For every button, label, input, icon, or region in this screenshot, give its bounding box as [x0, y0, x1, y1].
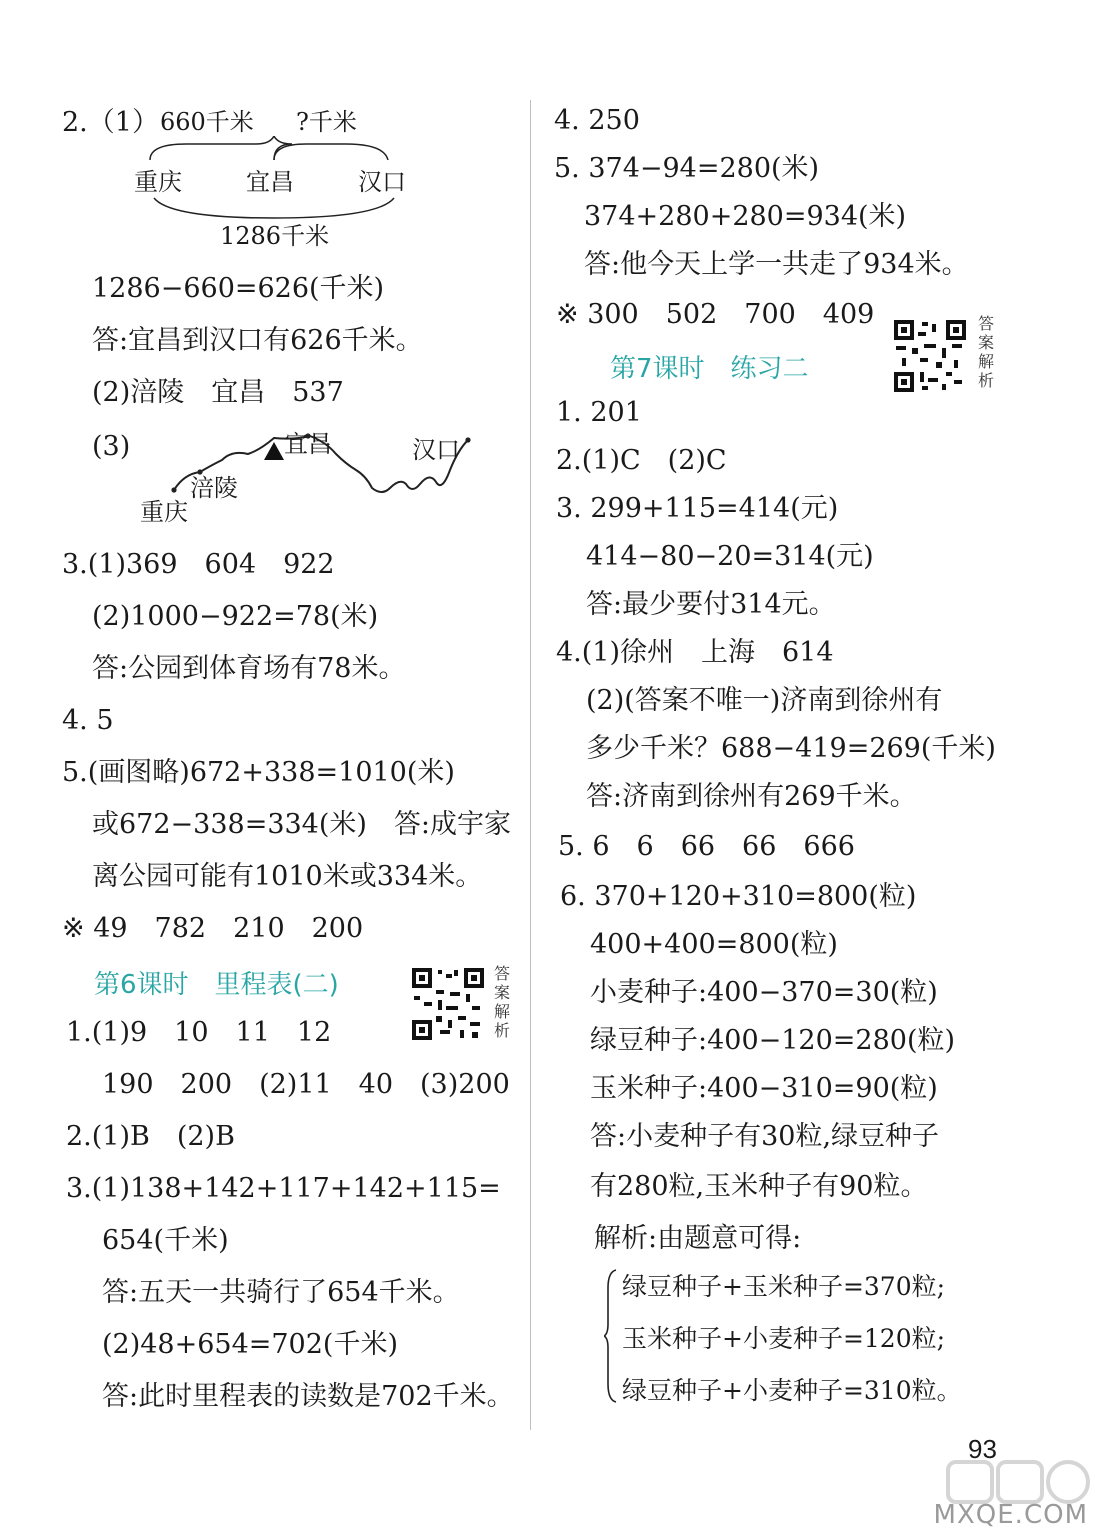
star-line-left: ※ 49 782 210 200 [62, 913, 364, 944]
q2-part1-equation: 1286−660=626(千米) [92, 273, 385, 304]
q2-part1-label: 2.（1） [62, 107, 159, 138]
s6-q3-line2: 654(千米) [102, 1225, 229, 1256]
r-q5-answer: 答:他今天上学一共走了934米。 [584, 249, 969, 280]
route1-bottom-brace [150, 196, 398, 222]
star-line-right: ※ 300 502 700 409 [556, 299, 875, 330]
r-q4: 4. 250 [554, 105, 640, 136]
s7-q6-line2: 400+400=800(粒) [590, 929, 838, 960]
qr-code-icon[interactable] [892, 318, 968, 398]
s6-q1-line1: 1.(1)9 10 11 12 [66, 1017, 332, 1048]
s6-q1-line2: 190 200 (2)11 40 (3)200 [102, 1069, 510, 1100]
s6-q2: 2.(1)B (2)B [66, 1121, 235, 1152]
s7-q6-line3: 小麦种子:400−370=30(粒) [590, 977, 938, 1008]
q2-part2: (2)涪陵 宜昌 537 [92, 377, 344, 408]
system-equation-1: 绿豆种子+玉米种子=370粒; [622, 1272, 946, 1301]
s7-q5: 5. 6 6 66 66 666 [558, 831, 855, 862]
route2-city-yichang: 宜昌 [284, 430, 332, 458]
section-6-title: 第6课时 里程表(二) [94, 970, 339, 1000]
column-divider [530, 100, 531, 1430]
route1-seg2: ?千米 [296, 108, 357, 136]
qr-answer-label: 答案解析 [494, 964, 511, 1040]
q3-part2: (2)1000−922=78(米) [92, 601, 379, 632]
system-brace [604, 1268, 618, 1404]
s7-q2: 2.(1)C (2)C [556, 445, 727, 476]
q3-answer: 答:公园到体育场有78米。 [92, 653, 406, 684]
q2-part1-answer: 答:宜昌到汉口有626千米。 [92, 325, 423, 356]
s7-q6-line5: 玉米种子:400−310=90(粒) [590, 1073, 938, 1104]
qr-answer-label: 答案解析 [978, 314, 995, 390]
s7-q4-line2: (2)(答案不唯一)济南到徐州有 [586, 685, 943, 716]
route1-top-braces [146, 136, 394, 164]
s7-q3-line2: 414−80−20=314(元) [586, 541, 874, 572]
q2-part3-label: (3) [92, 431, 131, 462]
s7-q3-line1: 3. 299+115=414(元) [556, 493, 839, 524]
route2-city-fuling: 涪陵 [190, 474, 238, 502]
s7-q4-line3: 多少千米？688−419=269(千米) [586, 733, 996, 764]
analysis-label: 解析:由题意可得: [594, 1223, 802, 1254]
q3-part1: 3.(1)369 604 922 [62, 549, 335, 580]
s7-q3-answer: 答:最少要付314元。 [586, 589, 836, 620]
s7-q4-line1: 4.(1)徐州 上海 614 [556, 637, 834, 668]
route1-city-yichang: 宜昌 [246, 168, 294, 196]
s7-q4-answer: 答:济南到徐州有269千米。 [586, 781, 917, 812]
r-q5-line1: 5. 374−94=280(米) [554, 153, 820, 184]
section-7-title: 第7课时 练习二 [610, 354, 809, 384]
s6-q3-answer2: 答:此时里程表的读数是702千米。 [102, 1381, 514, 1412]
s6-q3-line1: 3.(1)138+142+117+142+115= [66, 1173, 501, 1204]
q5-line2: 或672−338=334(米) 答:成宇家 [92, 809, 512, 840]
route1-city-hankou: 汉口 [358, 168, 406, 196]
s6-q3-line3: (2)48+654=702(千米) [102, 1329, 398, 1360]
system-equation-2: 玉米种子+小麦种子=120粒; [622, 1324, 946, 1353]
page-number: 93 [968, 1434, 997, 1464]
s7-q1: 1. 201 [556, 397, 642, 428]
q5-line1: 5.(画图略)672+338=1010(米) [62, 757, 455, 788]
s7-q6-line4: 绿豆种子:400−120=280(粒) [590, 1025, 956, 1056]
q5-line3: 离公园可能有1010米或334米。 [92, 861, 483, 892]
route1-seg1: 660千米 [160, 108, 254, 136]
r-q5-line2: 374+280+280=934(米) [584, 201, 907, 232]
route1-city-chongqing: 重庆 [134, 168, 182, 196]
s7-q6-answer1: 答:小麦种子有30粒,绿豆种子 [590, 1121, 940, 1152]
route1-total: 1286千米 [220, 222, 330, 250]
route2-city-chongqing: 重庆 [140, 498, 188, 526]
qr-code-icon[interactable] [410, 966, 486, 1046]
q4: 4. 5 [62, 705, 114, 736]
watermark-text: MXQE.COM [933, 1500, 1088, 1530]
system-equation-3: 绿豆种子+小麦种子=310粒。 [622, 1376, 962, 1405]
s6-q3-answer1: 答:五天一共骑行了654千米。 [102, 1277, 460, 1308]
route2-city-hankou: 汉口 [412, 436, 460, 464]
s7-q6-answer2: 有280粒,玉米种子有90粒。 [590, 1171, 928, 1202]
s7-q6-line1: 6. 370+120+310=800(粒) [560, 881, 917, 912]
